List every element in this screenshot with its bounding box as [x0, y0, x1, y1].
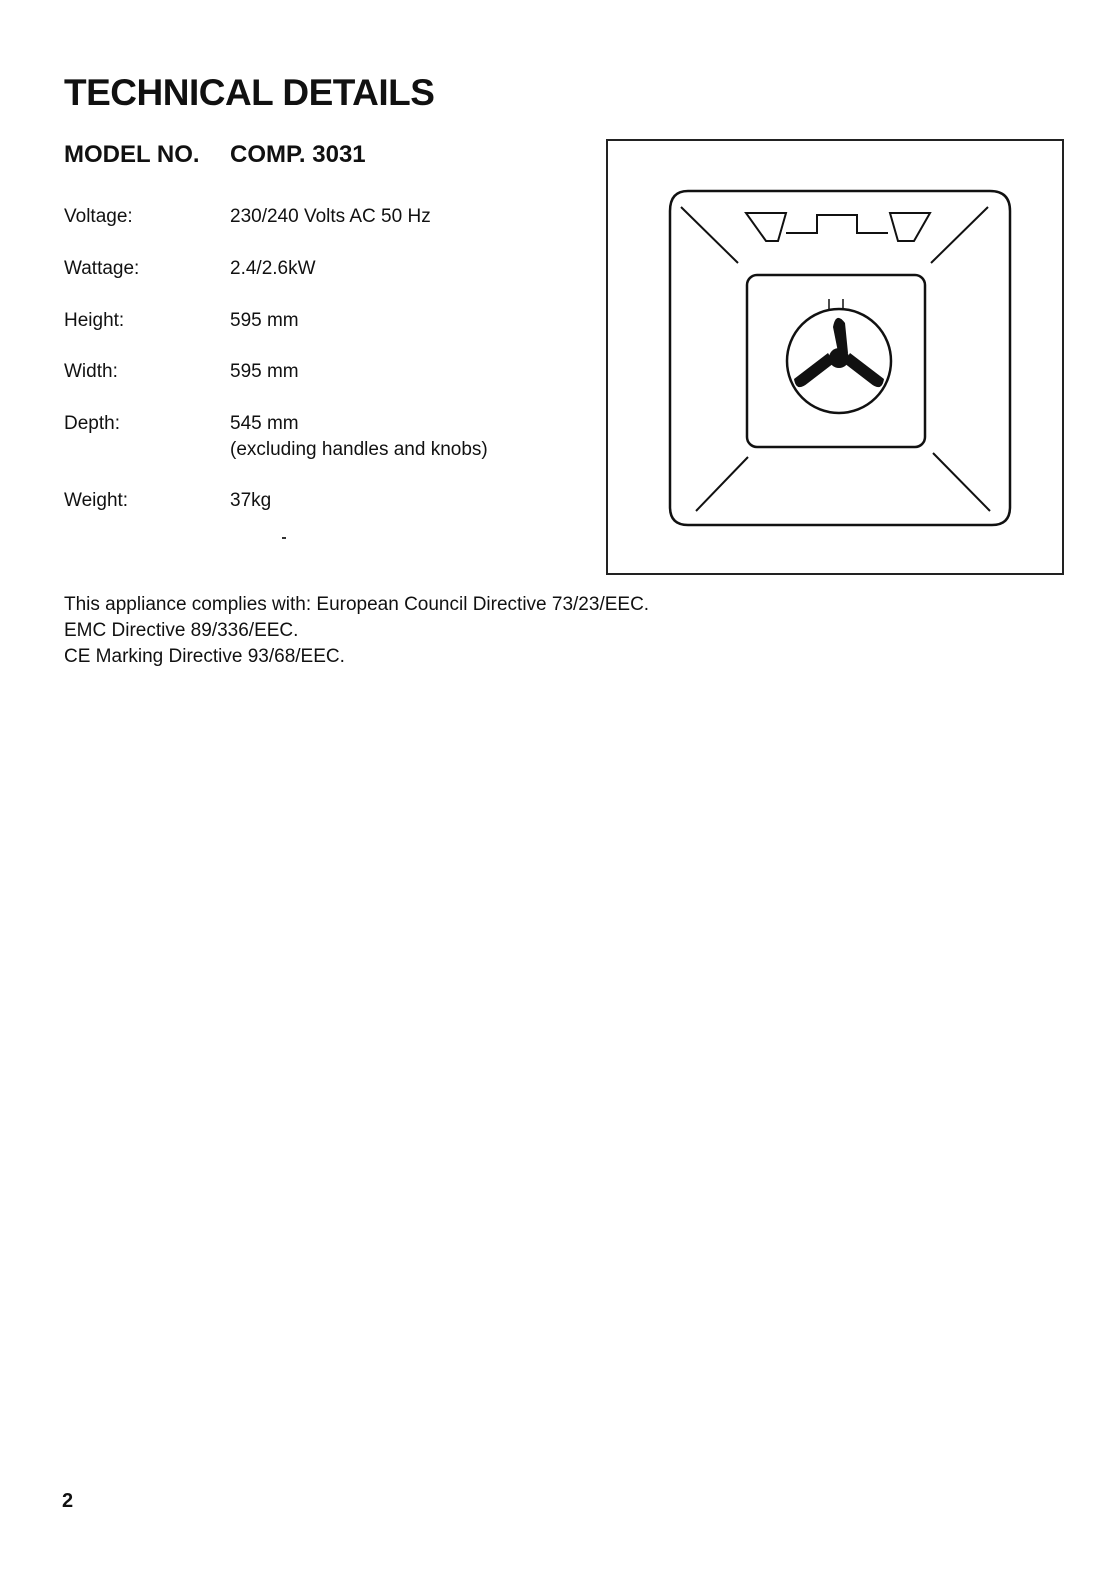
model-value: COMP. 3031	[230, 141, 366, 168]
page-number: 2	[62, 1490, 74, 1512]
stray-mark	[282, 537, 286, 539]
spec-value: 595 mm	[230, 361, 299, 382]
spec-value: 545 mm	[230, 413, 299, 434]
spec-value: 37kg	[230, 490, 272, 511]
spec-label: Weight:	[64, 490, 129, 511]
spec-value: 230/240 Volts AC 50 Hz	[230, 206, 431, 227]
compliance-line: This appliance complies with: European Council Directive 73/23/EEC.	[64, 594, 650, 615]
compliance-statement	[64, 592, 649, 670]
spec-label: Width:	[64, 361, 118, 382]
compliance-line: EMC Directive 89/336/EEC.	[64, 620, 299, 641]
spec-note: (excluding handles and knobs)	[230, 439, 488, 460]
spec-value: 595 mm	[230, 310, 299, 331]
spec-label: Voltage:	[64, 206, 133, 227]
spec-label: Wattage:	[64, 258, 140, 279]
compliance-line: CE Marking Directive 93/68/EEC.	[64, 646, 345, 667]
spec-label: Depth:	[64, 413, 120, 434]
model-number	[64, 141, 366, 169]
oven-diagram	[606, 139, 1064, 575]
spec-value: 2.4/2.6kW	[230, 258, 316, 279]
page-title: TECHNICAL DETAILS	[64, 72, 435, 113]
model-label: MODEL NO.	[64, 141, 200, 168]
oven-fan-icon	[608, 141, 1066, 577]
spec-label: Height:	[64, 310, 125, 331]
